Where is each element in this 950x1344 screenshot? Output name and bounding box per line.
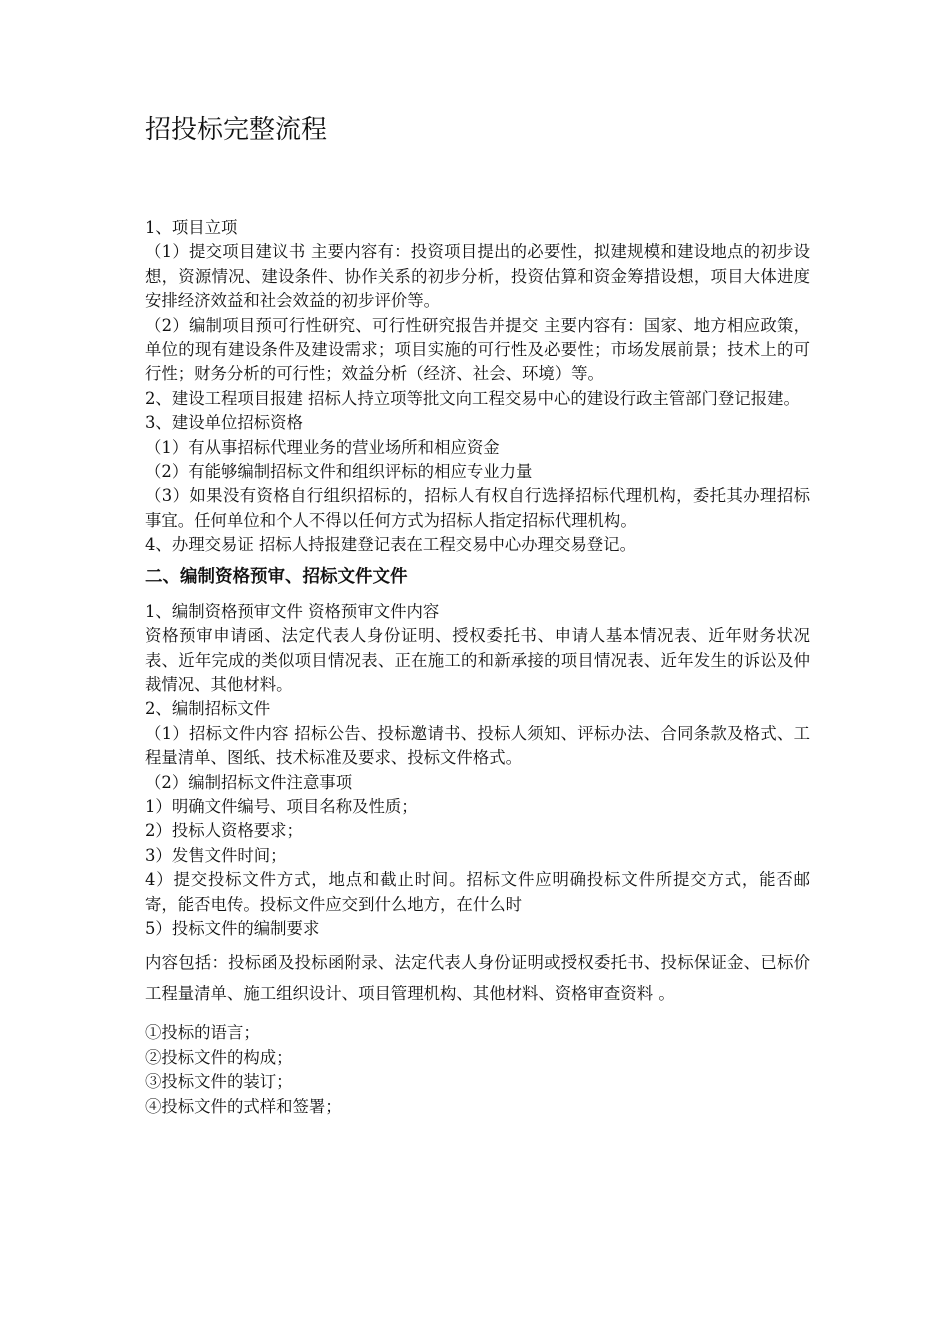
part2-sub2-item2: （2）编制招标文件注意事项 bbox=[145, 772, 353, 792]
spacer bbox=[145, 1009, 810, 1021]
part2-sub2-heading: 2、编制招标文件 bbox=[145, 699, 271, 719]
document-title: 招投标完整流程 bbox=[145, 115, 328, 145]
part2-heading: 二、编制资格预审、招标文件文件 bbox=[145, 566, 408, 587]
section1-item2: （2）编制项目预可行性研究、可行性研究报告并提交 主要内容有：国家、地方相应政策，单位的现有建设条件及建设需求；项目实施的可行性及必要性；市场发展前景；技术上的可行性；财务分析的可行性；效益分析（经济、社会、环境）等。 bbox=[145, 315, 810, 384]
section3-item1: （1）有从事招标代理业务的营业场所和相应资金 bbox=[145, 437, 500, 457]
note-item: 3）发售文件时间； bbox=[145, 845, 287, 865]
note-item: 4）提交投标文件方式，地点和截止时间。招标文件应明确投标文件所提交方式，能否邮寄，能否电传。投标文件应交到什么地方，在什么时 bbox=[145, 870, 810, 914]
note-item: 1）明确文件编号、项目名称及性质； bbox=[145, 796, 418, 816]
circled-item: ④投标文件的式样和签署； bbox=[145, 1096, 342, 1116]
note-item: 5）投标文件的编制要求 bbox=[145, 918, 320, 938]
circled-item: ③投标文件的装订； bbox=[145, 1072, 293, 1092]
circled-item: ①投标的语言； bbox=[145, 1023, 260, 1043]
note-item: 2）投标人资格要求； bbox=[145, 821, 303, 841]
section2-paragraph: 2、建设工程项目报建 招标人持立项等批文向工程交易中心的建设行政主管部门登记报建。 bbox=[145, 388, 800, 408]
section3-heading: 3、建设单位招标资格 bbox=[145, 413, 303, 433]
section1-heading: 1、项目立项 bbox=[145, 218, 238, 237]
section3-item3: （3）如果没有资格自行组织招标的，招标人有权自行选择招标代理机构，委托其办理招标事宜。任何单位和个人不得以任何方式为招标人指定招标代理机构。 bbox=[145, 486, 810, 530]
circled-item: ②投标文件的构成； bbox=[145, 1047, 293, 1067]
section4-paragraph: 4、办理交易证 招标人持报建登记表在工程交易中心办理交易登记。 bbox=[145, 535, 636, 555]
content-includes-paragraph: 内容包括：投标函及投标函附录、法定代表人身份证明或授权委托书、投标保证金、已标价工程量清单、施工组织设计、项目管理机构、其他材料、资格审查资料 。 bbox=[145, 953, 810, 1004]
part2-sub2-item1: （1）招标文件内容 招标公告、投标邀请书、投标人须知、评标办法、合同条款及格式、工程量清单、图纸、技术标准及要求、投标文件格式。 bbox=[145, 723, 810, 768]
section3-item2: （2）有能够编制招标文件和组织评标的相应专业力量 bbox=[145, 462, 533, 482]
section1-item1: （1）提交项目建议书 主要内容有：投资项目提出的必要性，拟建规模和建设地点的初步设想，资源情况、建设条件、协作关系的初步分析，投资估算和资金筹措设想，项目大体进度安排经济效益和社会效益的初步评价等。 bbox=[145, 242, 810, 311]
part2-sub1-body: 资格预审申请函、法定代表人身份证明、授权委托书、申请人基本情况表、近年财务状况表、近年完成的类似项目情况表、正在施工的和新承接的项目情况表、近年发生的诉讼及仲裁情况、其他材料。 bbox=[145, 626, 810, 694]
part2-sub1-heading: 1、编制资格预审文件 资格预审文件内容 bbox=[145, 601, 440, 621]
document-body bbox=[145, 216, 810, 1119]
